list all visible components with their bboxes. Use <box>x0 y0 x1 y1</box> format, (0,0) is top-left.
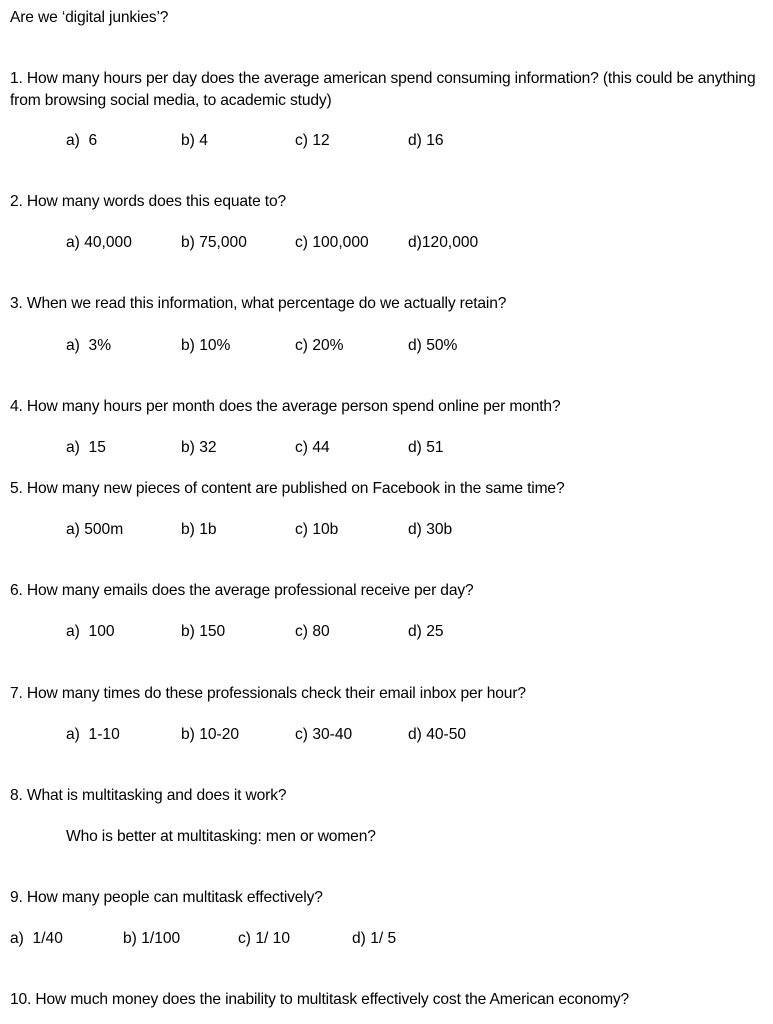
option-a: a) 1-10 <box>66 726 120 743</box>
option-d: d) 25 <box>408 623 444 640</box>
option-b: b) 75,000 <box>181 234 247 251</box>
option-b: b) 150 <box>181 623 226 640</box>
option-b: b) 10% <box>181 337 231 354</box>
option-d: d) 16 <box>408 132 444 149</box>
option-d: d) 40-50 <box>408 726 467 743</box>
question-4: 4. How many hours per month does the average person spend online per month? <box>10 398 561 415</box>
option-c: c) 44 <box>295 439 330 456</box>
option-c: c) 100,000 <box>295 234 369 251</box>
option-a: a) 3% <box>66 337 112 354</box>
question-1: 1. How many hours per day does the average american spend consuming information? (this could be anything from browsing social media, to academic study) <box>10 70 756 109</box>
option-c: c) 30-40 <box>295 726 353 743</box>
option-d: d) 51 <box>408 439 444 456</box>
question-8-subquestion: Who is better at multitasking: men or women? <box>66 828 376 845</box>
question-9: 9. How many people can multitask effectively? <box>10 889 323 906</box>
document-title: Are we ‘digital junkies’? <box>10 9 169 26</box>
question-6: 6. How many emails does the average professional receive per day? <box>10 582 474 599</box>
option-c: c) 1/ 10 <box>238 930 291 947</box>
option-a: a) 500m <box>66 521 124 538</box>
option-b: b) 4 <box>181 132 208 149</box>
question-8: 8. What is multitasking and does it work? <box>10 787 287 804</box>
option-a: a) 15 <box>66 439 106 456</box>
option-d: d)120,000 <box>408 234 479 251</box>
question-7: 7. How many times do these professionals check their email inbox per hour? <box>10 685 526 702</box>
option-c: c) 80 <box>295 623 330 640</box>
question-2: 2. How many words does this equate to? <box>10 193 287 210</box>
option-a: a) 1/40 <box>10 930 63 947</box>
option-d: d) 50% <box>408 337 458 354</box>
option-b: b) 10-20 <box>181 726 240 743</box>
question-3: 3. When we read this information, what percentage do we actually retain? <box>10 295 507 312</box>
option-d: d) 1/ 5 <box>352 930 397 947</box>
option-d: d) 30b <box>408 521 453 538</box>
option-b: b) 1/100 <box>123 930 181 947</box>
option-c: c) 10b <box>295 521 339 538</box>
option-a: a) 40,000 <box>66 234 132 251</box>
option-b: b) 32 <box>181 439 217 456</box>
option-a: a) 100 <box>66 623 115 640</box>
question-5: 5. How many new pieces of content are published on Facebook in the same time? <box>10 480 565 497</box>
option-c: c) 12 <box>295 132 330 149</box>
option-b: b) 1b <box>181 521 217 538</box>
option-a: a) 6 <box>66 132 98 149</box>
question-10: 10. How much money does the inability to multitask effectively cost the American economy? <box>10 991 630 1008</box>
option-c: c) 20% <box>295 337 344 354</box>
